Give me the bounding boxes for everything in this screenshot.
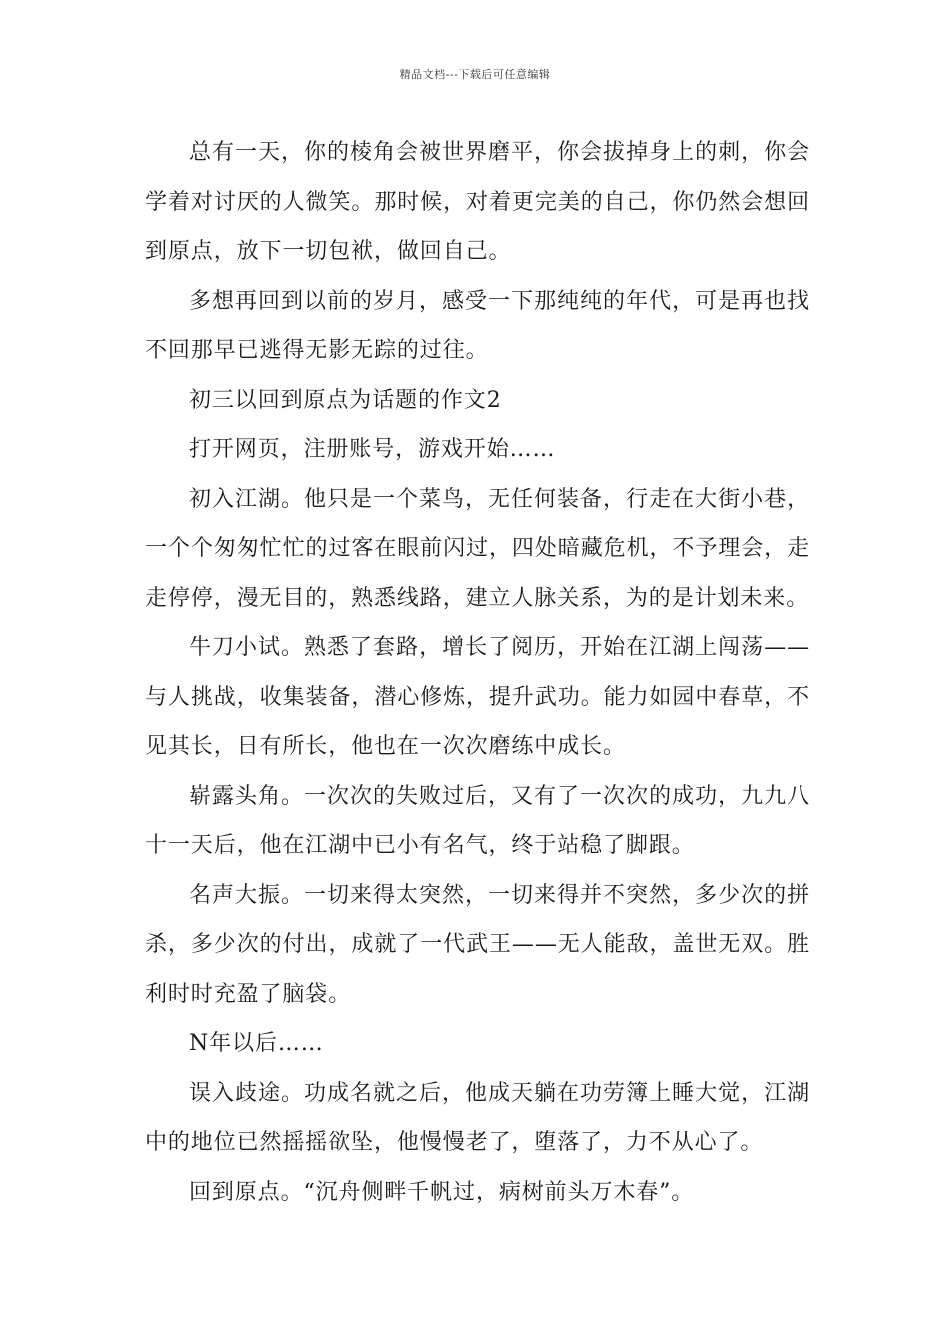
paragraph: N年以后…… <box>189 1031 324 1056</box>
document-body <box>145 128 810 1217</box>
paragraph: 名声大振。一切来得太突然，一切来得并不突然，多少次的拼杀，多少次的付出，成就了一代武王——无人能敌，盖世无双。胜利时时充盈了脑袋。 <box>145 882 810 1007</box>
paragraph: 多想再回到以前的岁月，感受一下那纯纯的年代，可是再也找不回那早已逃得无影无踪的过往。 <box>145 288 810 363</box>
paragraph: 崭露头角。一次次的失败过后，又有了一次次的成功，九九八十一天后，他在江湖中已小有名气，终于站稳了脚跟。 <box>145 783 810 858</box>
paragraph: 初入江湖。他只是一个菜鸟，无任何装备，行走在大街小巷，一个个匆匆忙忙的过客在眼前闪过，四处暗藏危机，不予理会，走走停停，漫无目的，熟悉线路，建立人脉关系，为的是计划未来。 <box>145 486 810 611</box>
paragraph: 牛刀小试。熟悉了套路，增长了阅历，开始在江湖上闯荡——与人挑战，收集装备，潜心修炼，提升武功。能力如园中春草，不见其长，日有所长，他也在一次次磨练中成长。 <box>145 635 810 759</box>
paragraph: 回到原点。“沉舟侧畔千帆过，病树前头万木春”。 <box>189 1179 695 1205</box>
paragraph: 总有一天，你的棱角会被世界磨平，你会拔掉身上的刺，你会学着对讨厌的人微笑。那时候，对着更完美的自己，你仍然会想回到原点，放下一切包袱，做回自己。 <box>145 140 810 264</box>
paragraph: 打开网页，注册账号，游戏开始…… <box>189 437 556 462</box>
paragraph: 误入歧途。功成名就之后，他成天躺在功劳簿上睡大觉，江湖中的地位已然摇摇欲坠，他慢慢老了，堕落了，力不从心了。 <box>145 1080 810 1155</box>
page-header: 精品文档---下载后可任意编辑 <box>399 68 551 81</box>
section-title: 初三以回到原点为话题的作文2 <box>189 387 502 413</box>
